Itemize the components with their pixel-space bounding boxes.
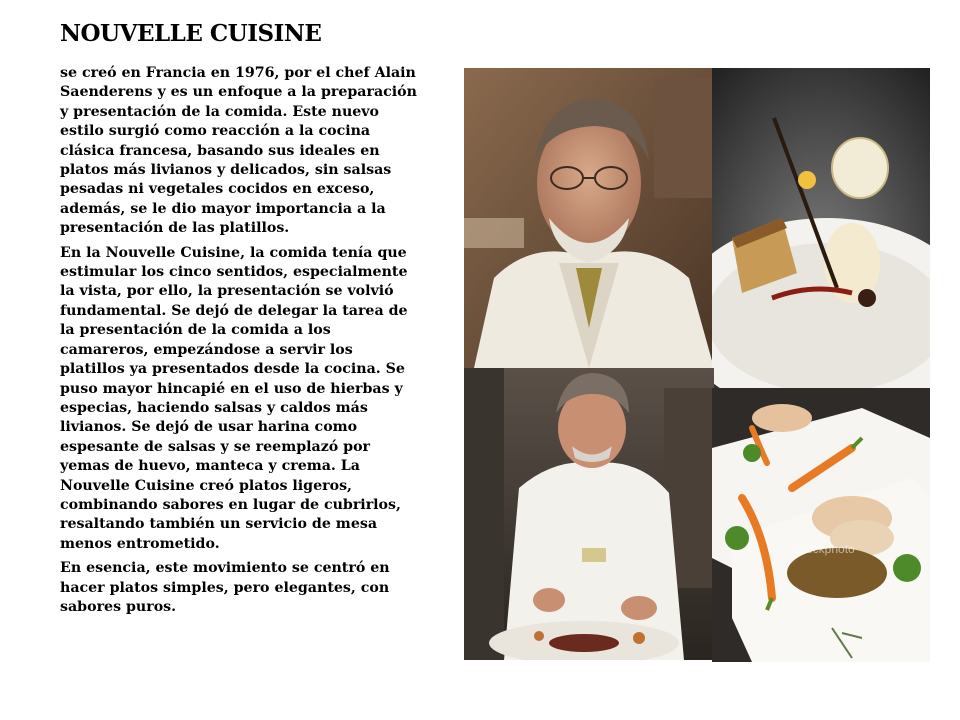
dessert-plate-image (712, 68, 930, 388)
chef-plating-photo (464, 368, 714, 660)
dessert-plate-photo (712, 68, 930, 388)
chef-plating-image (464, 368, 714, 660)
chef-portrait-image (464, 68, 714, 368)
page-title: NOUVELLE CUISINE (60, 20, 322, 47)
paragraph-3: En esencia, este movimiento se centró en hacer platos simples, pero elegantes, con sabores puros. (60, 560, 390, 615)
watermark-text: iStockphoto (792, 542, 855, 556)
meat-carrot-plate-photo (712, 388, 930, 662)
paragraph-2: En la Nouvelle Cuisine, la comida tenía que estimular los cinco sentidos, especialmente la vista, por ello, la presentación se volvió fundamental. Se dejó de delegar la tarea de la presentación de la comida a los camareros, empezándose a servir los platillos ya presentados desde la cocina. Se puso mayor hincapié en el uso de hierbas y especias, haciendo salsas y caldos más livianos. Se dejó de usar harina como espesante de salsas y se reemplazó por yemas de huevo, manteca y crema. La Nouvelle Cuisine creó platos ligeros, combinando sabores en lugar de cubrirlos, resaltando también un servicio de mesa menos entrometido. (60, 244, 408, 552)
body-text (60, 64, 422, 622)
meat-carrot-plate-image (712, 388, 930, 662)
chef-portrait-photo (464, 68, 714, 368)
paragraph-1: se creó en Francia en 1976, por el chef Alain Saenderens y es un enfoque a la preparación y presentación de la comida. Este nuevo estilo surgió como reacción a la cocina clásica francesa, basando sus ideales en platos más livianos y delicados, sin salsas pesadas ni vegetales cocidos en exceso, además, se le dio mayor importancia a la presentación de las platillos. (60, 65, 417, 237)
